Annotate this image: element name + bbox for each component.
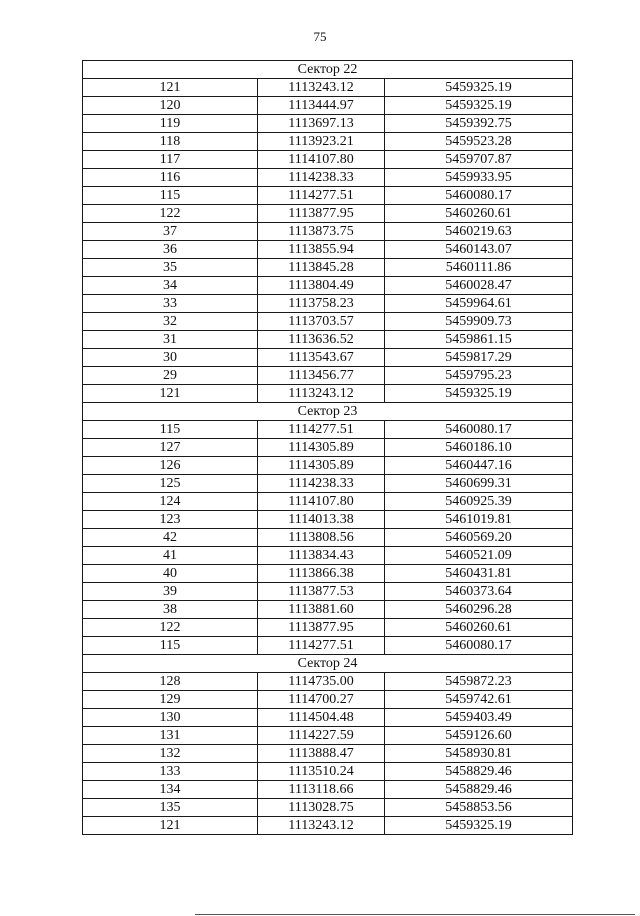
point-number-cell: 120 [83,97,258,115]
y-coordinate-cell: 5459817.29 [385,349,573,367]
x-coordinate-cell: 1113543.67 [258,349,385,367]
point-number-cell: 128 [83,673,258,691]
x-coordinate-cell: 1113636.52 [258,331,385,349]
point-number-cell: 124 [83,493,258,511]
y-coordinate-cell: 5459392.75 [385,115,573,133]
page-number: 75 [313,29,327,44]
table-row [83,133,573,151]
page-bottom-rule [195,914,635,915]
table-row [83,709,573,727]
table-row [83,691,573,709]
y-coordinate-cell: 5459325.19 [385,79,573,97]
point-number-cell: 33 [83,295,258,313]
y-coordinate-cell: 5458829.46 [385,781,573,799]
x-coordinate-cell: 1113877.53 [258,583,385,601]
y-coordinate-cell: 5459523.28 [385,133,573,151]
x-coordinate-cell: 1113881.60 [258,601,385,619]
x-coordinate-cell: 1113028.75 [258,799,385,817]
x-coordinate-cell: 1113510.24 [258,763,385,781]
y-coordinate-cell: 5458930.81 [385,745,573,763]
table-row [83,439,573,457]
point-number-cell: 31 [83,331,258,349]
x-coordinate-cell: 1114277.51 [258,421,385,439]
table-row [83,817,573,835]
point-number-cell: 123 [83,511,258,529]
table-row [83,187,573,205]
table-row [83,169,573,187]
point-number-cell: 118 [83,133,258,151]
x-coordinate-cell: 1113855.94 [258,241,385,259]
y-coordinate-cell: 5459707.87 [385,151,573,169]
table-row [83,151,573,169]
x-coordinate-cell: 1113243.12 [258,385,385,403]
point-number-cell: 42 [83,529,258,547]
point-number-cell: 135 [83,799,258,817]
point-number-cell: 36 [83,241,258,259]
y-coordinate-cell: 5459325.19 [385,97,573,115]
table-row [83,763,573,781]
table-row [83,457,573,475]
y-coordinate-cell: 5459872.23 [385,673,573,691]
x-coordinate-cell: 1113845.28 [258,259,385,277]
x-coordinate-cell: 1114504.48 [258,709,385,727]
point-number-cell: 40 [83,565,258,583]
table-row [83,313,573,331]
table-row [83,799,573,817]
table-row [83,601,573,619]
point-number-cell: 126 [83,457,258,475]
x-coordinate-cell: 1113923.21 [258,133,385,151]
point-number-cell: 115 [83,421,258,439]
point-number-cell: 37 [83,223,258,241]
sector-header-row [83,655,573,673]
x-coordinate-cell: 1113877.95 [258,205,385,223]
x-coordinate-cell: 1113243.12 [258,79,385,97]
y-coordinate-cell: 5459742.61 [385,691,573,709]
x-coordinate-cell: 1114238.33 [258,475,385,493]
x-coordinate-cell: 1114013.38 [258,511,385,529]
x-coordinate-cell: 1113808.56 [258,529,385,547]
coordinates-table [82,60,573,835]
y-coordinate-cell: 5460260.61 [385,205,573,223]
y-coordinate-cell: 5460925.39 [385,493,573,511]
table-row [83,349,573,367]
y-coordinate-cell: 5460186.10 [385,439,573,457]
x-coordinate-cell: 1114700.27 [258,691,385,709]
x-coordinate-cell: 1113888.47 [258,745,385,763]
table-row [83,331,573,349]
table-row [83,619,573,637]
table-row [83,781,573,799]
x-coordinate-cell: 1113804.49 [258,277,385,295]
point-number-cell: 122 [83,205,258,223]
y-coordinate-cell: 5460447.16 [385,457,573,475]
y-coordinate-cell: 5459126.60 [385,727,573,745]
y-coordinate-cell: 5458829.46 [385,763,573,781]
table-row [83,475,573,493]
table-row [83,421,573,439]
y-coordinate-cell: 5459861.15 [385,331,573,349]
table-row [83,295,573,313]
table-row [83,97,573,115]
point-number-cell: 121 [83,385,258,403]
y-coordinate-cell: 5459403.49 [385,709,573,727]
y-coordinate-cell: 5461019.81 [385,511,573,529]
table-row [83,241,573,259]
point-number-cell: 131 [83,727,258,745]
point-number-cell: 41 [83,547,258,565]
x-coordinate-cell: 1114107.80 [258,493,385,511]
point-number-cell: 29 [83,367,258,385]
table-row [83,727,573,745]
table-row [83,637,573,655]
point-number-cell: 115 [83,637,258,655]
sector-title: Сектор 22 [83,61,573,79]
x-coordinate-cell: 1113456.77 [258,367,385,385]
table-row [83,583,573,601]
x-coordinate-cell: 1113873.75 [258,223,385,241]
table-row [83,529,573,547]
point-number-cell: 35 [83,259,258,277]
point-number-cell: 130 [83,709,258,727]
point-number-cell: 121 [83,817,258,835]
y-coordinate-cell: 5459795.23 [385,367,573,385]
table-row [83,547,573,565]
x-coordinate-cell: 1114735.00 [258,673,385,691]
table-row [83,205,573,223]
y-coordinate-cell: 5460080.17 [385,421,573,439]
y-coordinate-cell: 5460080.17 [385,187,573,205]
point-number-cell: 30 [83,349,258,367]
y-coordinate-cell: 5460260.61 [385,619,573,637]
x-coordinate-cell: 1113834.43 [258,547,385,565]
table-row [83,367,573,385]
point-number-cell: 32 [83,313,258,331]
table-row [83,745,573,763]
point-number-cell: 125 [83,475,258,493]
y-coordinate-cell: 5460080.17 [385,637,573,655]
table-row [83,277,573,295]
x-coordinate-cell: 1113444.97 [258,97,385,115]
point-number-cell: 133 [83,763,258,781]
y-coordinate-cell: 5460569.20 [385,529,573,547]
point-number-cell: 115 [83,187,258,205]
table-row [83,223,573,241]
x-coordinate-cell: 1114277.51 [258,637,385,655]
sector-title: Сектор 23 [83,403,573,421]
table-row [83,385,573,403]
y-coordinate-cell: 5459325.19 [385,817,573,835]
table-row [83,259,573,277]
y-coordinate-cell: 5459964.61 [385,295,573,313]
x-coordinate-cell: 1113243.12 [258,817,385,835]
point-number-cell: 132 [83,745,258,763]
y-coordinate-cell: 5460219.63 [385,223,573,241]
y-coordinate-cell: 5459325.19 [385,385,573,403]
point-number-cell: 121 [83,79,258,97]
coordinates-table-body [83,61,573,835]
x-coordinate-cell: 1114305.89 [258,439,385,457]
y-coordinate-cell: 5458853.56 [385,799,573,817]
point-number-cell: 129 [83,691,258,709]
x-coordinate-cell: 1113877.95 [258,619,385,637]
y-coordinate-cell: 5460028.47 [385,277,573,295]
point-number-cell: 34 [83,277,258,295]
x-coordinate-cell: 1113758.23 [258,295,385,313]
x-coordinate-cell: 1113703.57 [258,313,385,331]
x-coordinate-cell: 1113118.66 [258,781,385,799]
point-number-cell: 117 [83,151,258,169]
point-number-cell: 134 [83,781,258,799]
sector-title: Сектор 24 [83,655,573,673]
y-coordinate-cell: 5459933.95 [385,169,573,187]
x-coordinate-cell: 1114107.80 [258,151,385,169]
y-coordinate-cell: 5460373.64 [385,583,573,601]
y-coordinate-cell: 5460699.31 [385,475,573,493]
point-number-cell: 122 [83,619,258,637]
x-coordinate-cell: 1114238.33 [258,169,385,187]
y-coordinate-cell: 5460521.09 [385,547,573,565]
sector-header-row [83,403,573,421]
table-row [83,115,573,133]
table-row [83,493,573,511]
table-row [83,673,573,691]
point-number-cell: 38 [83,601,258,619]
y-coordinate-cell: 5460431.81 [385,565,573,583]
table-row [83,565,573,583]
x-coordinate-cell: 1114227.59 [258,727,385,745]
x-coordinate-cell: 1114277.51 [258,187,385,205]
table-row [83,511,573,529]
table-row [83,79,573,97]
point-number-cell: 127 [83,439,258,457]
point-number-cell: 119 [83,115,258,133]
point-number-cell: 116 [83,169,258,187]
x-coordinate-cell: 1114305.89 [258,457,385,475]
x-coordinate-cell: 1113866.38 [258,565,385,583]
y-coordinate-cell: 5460296.28 [385,601,573,619]
y-coordinate-cell: 5459909.73 [385,313,573,331]
sector-header-row [83,61,573,79]
x-coordinate-cell: 1113697.13 [258,115,385,133]
point-number-cell: 39 [83,583,258,601]
y-coordinate-cell: 5460111.86 [385,259,573,277]
y-coordinate-cell: 5460143.07 [385,241,573,259]
